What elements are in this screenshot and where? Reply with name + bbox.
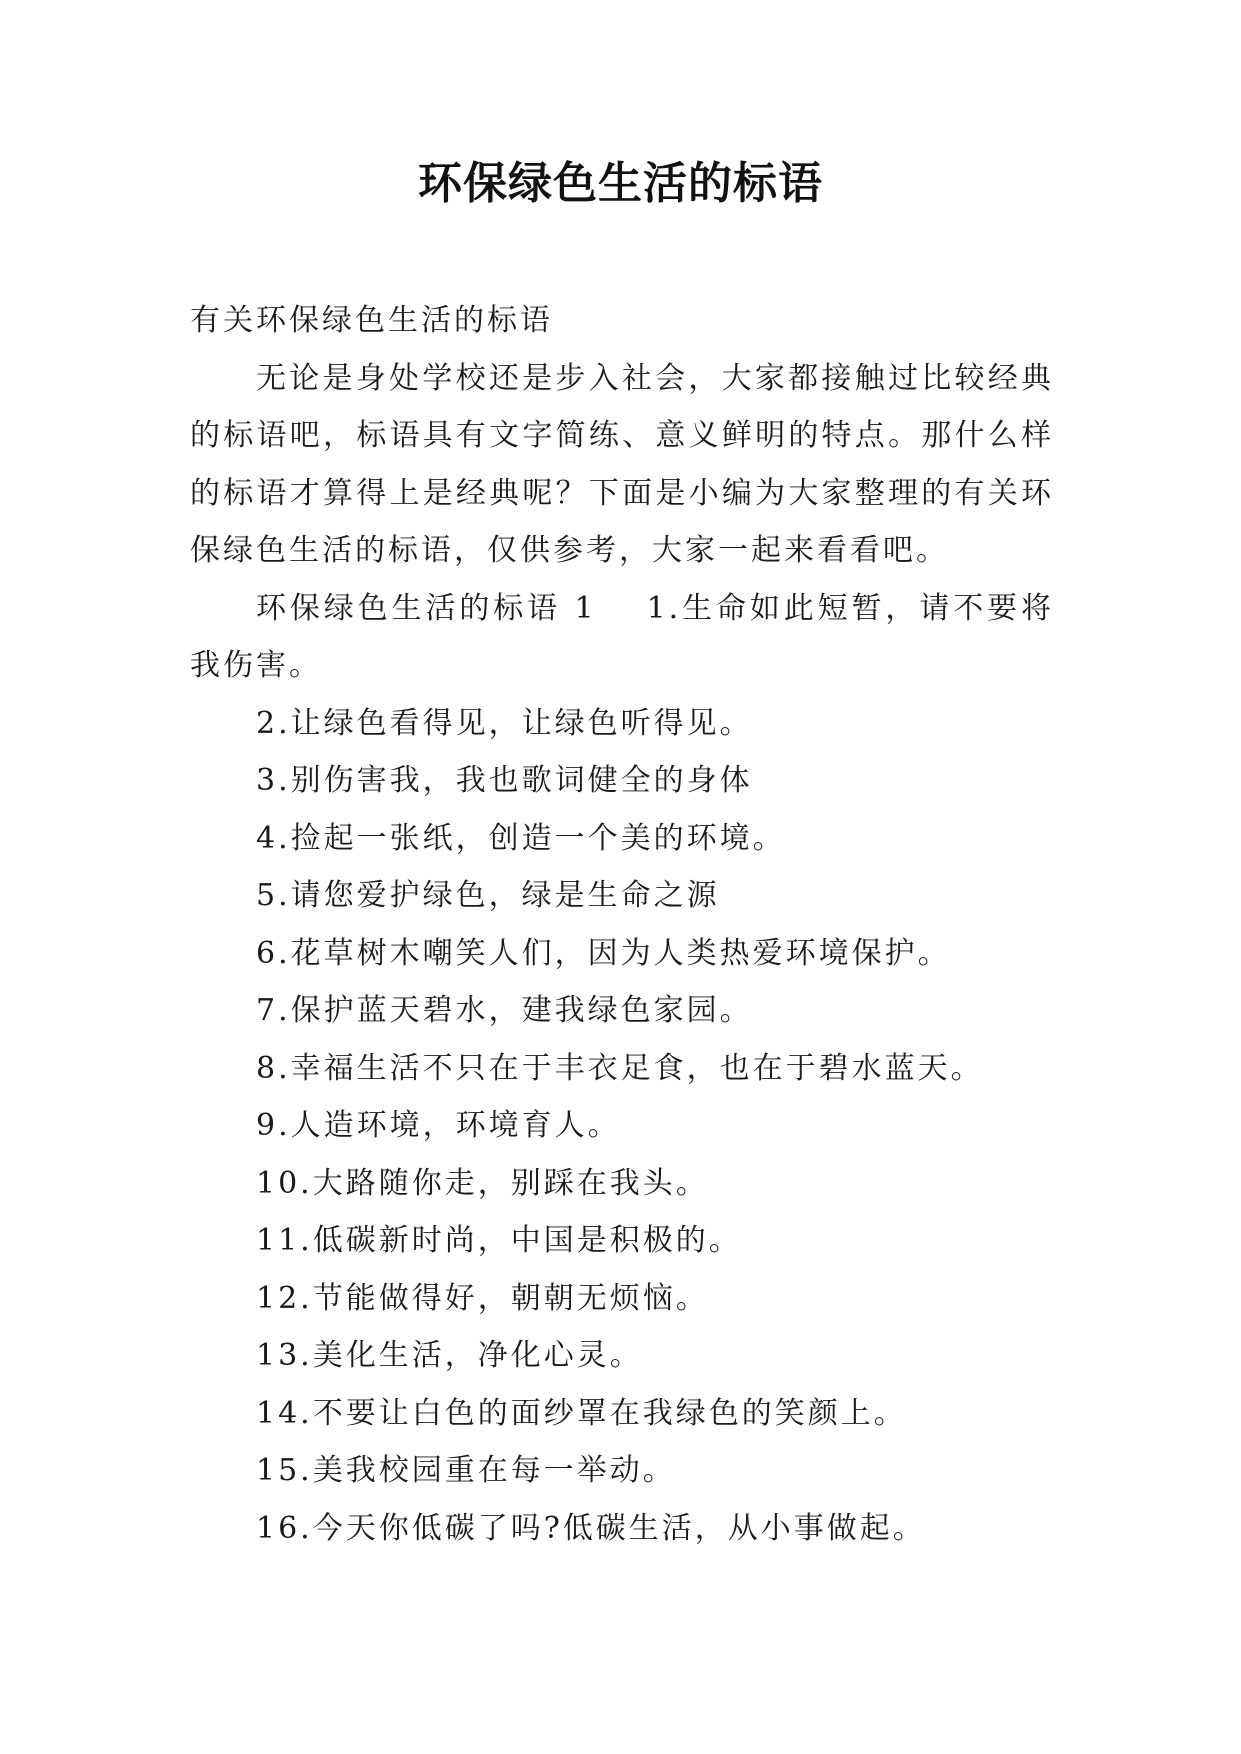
document-body xyxy=(190,292,1054,1557)
slogan-item: 8.幸福生活不只在于丰衣足食，也在于碧水蓝天。 xyxy=(256,1050,984,1086)
slogan-item: 9.人造环境，环境育人。 xyxy=(256,1108,621,1143)
slogan-item: 7.保护蓝天碧水，建我绿色家园。 xyxy=(256,993,753,1028)
subtitle-line: 有关环保绿色生活的标语 xyxy=(190,303,553,338)
slogan-item: 16.今天你低碳了吗?低碳生活，从小事做起。 xyxy=(256,1510,926,1546)
section-heading: 环保绿色生活的标语 1 xyxy=(256,590,597,626)
slogan-item: 10.大路随你走，别踩在我头。 xyxy=(256,1165,709,1201)
slogan-item-1: 1.生命如此短暂，请不要将我伤害。 xyxy=(190,590,1055,683)
slogan-item: 6.花草树木嘲笑人们，因为人类热爱环境保护。 xyxy=(256,935,951,971)
intro-paragraph: 无论是身处学校还是步入社会，大家都接触过比较经典的标语吧，标语具有文字简练、意义鲜明的特点。那什么样的标语才算得上是经典呢？下面是小编为大家整理的有关环保绿色生活的标语，仅供参考，大家一起来看看吧。 xyxy=(190,360,1054,568)
document-title: 环保绿色生活的标语 xyxy=(418,158,823,209)
slogan-item: 5.请您爱护绿色，绿是生命之源 xyxy=(256,878,720,913)
slogan-item: 3.别伤害我，我也歌词健全的身体 xyxy=(256,763,753,798)
slogan-item: 2.让绿色看得见，让绿色听得见。 xyxy=(256,705,753,741)
slogan-item: 14.不要让白色的面纱罩在我绿色的笑颜上。 xyxy=(256,1395,907,1431)
slogan-item: 11.低碳新时尚，中国是积极的。 xyxy=(256,1223,742,1258)
slogan-item: 4.捡起一张纸，创造一个美的环境。 xyxy=(256,820,786,856)
slogan-item: 13.美化生活，净化心灵。 xyxy=(256,1338,643,1373)
slogan-item: 15.美我校园重在每一举动。 xyxy=(256,1453,676,1488)
slogan-list xyxy=(190,695,1054,1558)
slogan-item: 12.节能做得好，朝朝无烦恼。 xyxy=(256,1280,709,1316)
section-paragraph xyxy=(190,580,1054,695)
